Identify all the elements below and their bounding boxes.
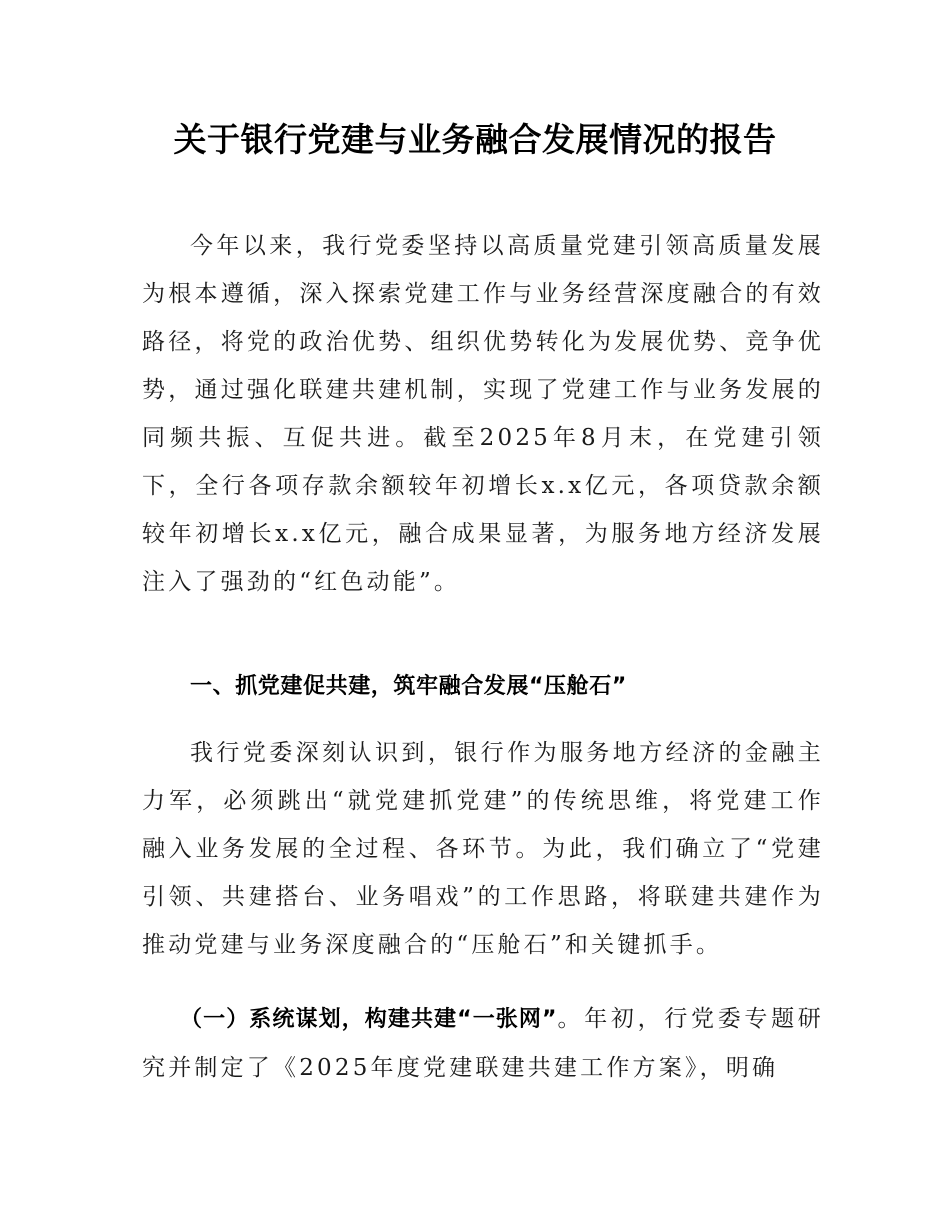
section-1-paragraph: 我行党委深刻认识到，银行作为服务地方经济的金融主力军，必须跳出“就党建抓党建”的传统思维，将党建工作融入业务发展的全过程、各环节。为此，我们确立了“党建引领、共建搭台、业务唱戏”的工作思路，将联建共建作为推动党建与业务深度融合的“压舱石”和关键抓手。 (142, 740, 824, 958)
intro-paragraph: 今年以来，我行党委坚持以高质量党建引领高质量发展为根本遵循，深入探索党建工作与业务经营深度融合的有效路径，将党的政治优势、组织优势转化为发展优势、竞争优势，通过强化联建共建机制，实现了党建工作与业务发展的同频共振、互促共进。截至2025年8月末，在党建引领下，全行各项存款余额较年初增长x.x亿元，各项贷款余额较年初增长x.x亿元，融合成果显著，为服务地方经济发展注入了强劲的“红色动能”。 (142, 233, 824, 595)
subsection-1-1-paragraph (142, 995, 824, 1092)
subsection-1-1-text: 。年初，行党委专题研究并制定了《2025年度党建联建共建工作方案》，明确 (142, 1006, 824, 1081)
document-title: 关于银行党建与业务融合发展情况的报告 (173, 120, 777, 159)
section-heading-1: 一、抓党建促共建，筑牢融合发展“压舱石” (190, 674, 627, 699)
subsection-1-1-heading: （一）系统谋划，构建共建“一张网” (180, 1007, 558, 1032)
